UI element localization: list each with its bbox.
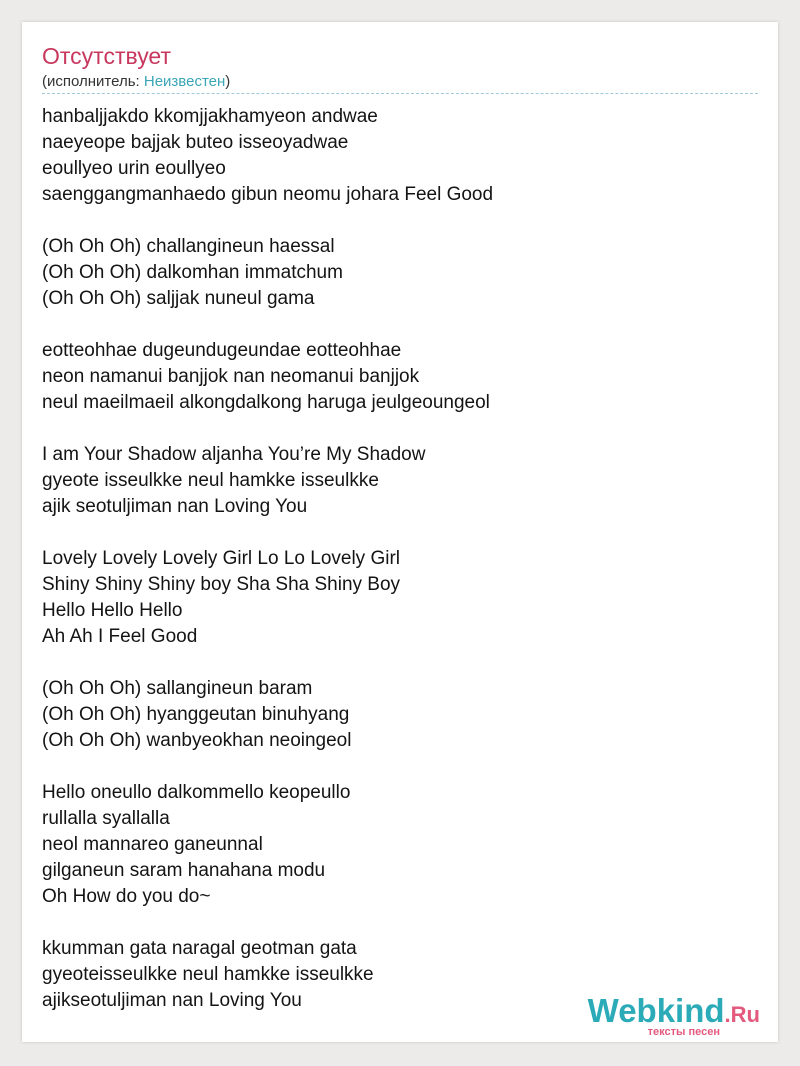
lyric-line: (Oh Oh Oh) challangineun haessal <box>42 236 335 257</box>
artist-prefix: (исполнитель: <box>42 73 144 90</box>
stanza-gap <box>42 208 758 234</box>
lyric-line: naeyeope bajjak buteo isseoyadwae <box>42 132 349 153</box>
logo-brand: Webkind <box>587 992 725 1029</box>
lyric-line: gilganeun saram hanahana modu <box>42 860 326 881</box>
artist-line <box>42 73 230 91</box>
lyric-line: Oh How do you do~ <box>42 886 211 907</box>
lyric-line: (Oh Oh Oh) hyanggeutan binuhyang <box>42 704 350 725</box>
lyric-line: Hello Hello Hello <box>42 600 183 621</box>
lyrics-body <box>42 104 758 1014</box>
lyric-line: gyeoteisseulkke neul hamkke isseulkke <box>42 964 374 985</box>
stanza-gap <box>42 312 758 338</box>
header-divider <box>42 93 758 94</box>
logo-tagline: тексты песен <box>647 1026 720 1038</box>
lyric-line: gyeote isseulkke neul hamkke isseulkke <box>42 470 379 491</box>
lyric-line: ajik seotuljiman nan Loving You <box>42 496 308 517</box>
lyric-line: neon namanui banjjok nan neomanui banjjok <box>42 366 420 387</box>
lyric-line: kkumman gata naragal geotman gata <box>42 938 357 959</box>
lyric-line: (Oh Oh Oh) wanbyeokhan neoingeol <box>42 730 352 751</box>
lyric-line: ajikseotuljiman nan Loving You <box>42 990 302 1011</box>
lyric-line: neul maeilmaeil alkongdalkong haruga jeulgeoungeol <box>42 392 490 413</box>
lyric-line: Shiny Shiny Shiny boy Sha Sha Shiny Boy <box>42 574 401 595</box>
lyric-line: neol mannareo ganeunnal <box>42 834 263 855</box>
lyric-line: (Oh Oh Oh) sallangineun baram <box>42 678 313 699</box>
stanza-gap <box>42 754 758 780</box>
logo-domain: .Ru <box>724 1002 760 1027</box>
lyric-line: Ah Ah I Feel Good <box>42 626 198 647</box>
lyric-line: eoullyeo urin eoullyeo <box>42 158 226 179</box>
lyric-line: (Oh Oh Oh) dalkomhan immatchum <box>42 262 343 283</box>
lyric-line: Hello oneullo dalkommello keopeullo <box>42 782 351 803</box>
stanza-gap <box>42 416 758 442</box>
lyric-line: eotteohhae dugeundugeundae eotteohhae <box>42 340 402 361</box>
lyric-line: saenggangmanhaedo gibun neomu johara Feel Good <box>42 184 494 205</box>
lyric-line: Lovely Lovely Lovely Girl Lo Lo Lovely Girl <box>42 548 401 569</box>
stanza-gap <box>42 650 758 676</box>
lyric-line: hanbaljjakdo kkomjjakhamyeon andwae <box>42 106 378 127</box>
lyric-line: rullalla syallalla <box>42 808 170 829</box>
lyric-line: (Oh Oh Oh) saljjak nuneul gama <box>42 288 315 309</box>
artist-link[interactable]: Неизвестен <box>143 73 226 90</box>
stanza-gap <box>42 910 758 936</box>
lyrics-card <box>22 22 778 1042</box>
site-logo[interactable] <box>576 994 766 1036</box>
song-title: Отсутствует <box>42 43 171 69</box>
artist-suffix: ) <box>225 73 231 90</box>
lyric-line: I am Your Shadow aljanha You’re My Shadow <box>42 444 426 465</box>
stanza-gap <box>42 520 758 546</box>
